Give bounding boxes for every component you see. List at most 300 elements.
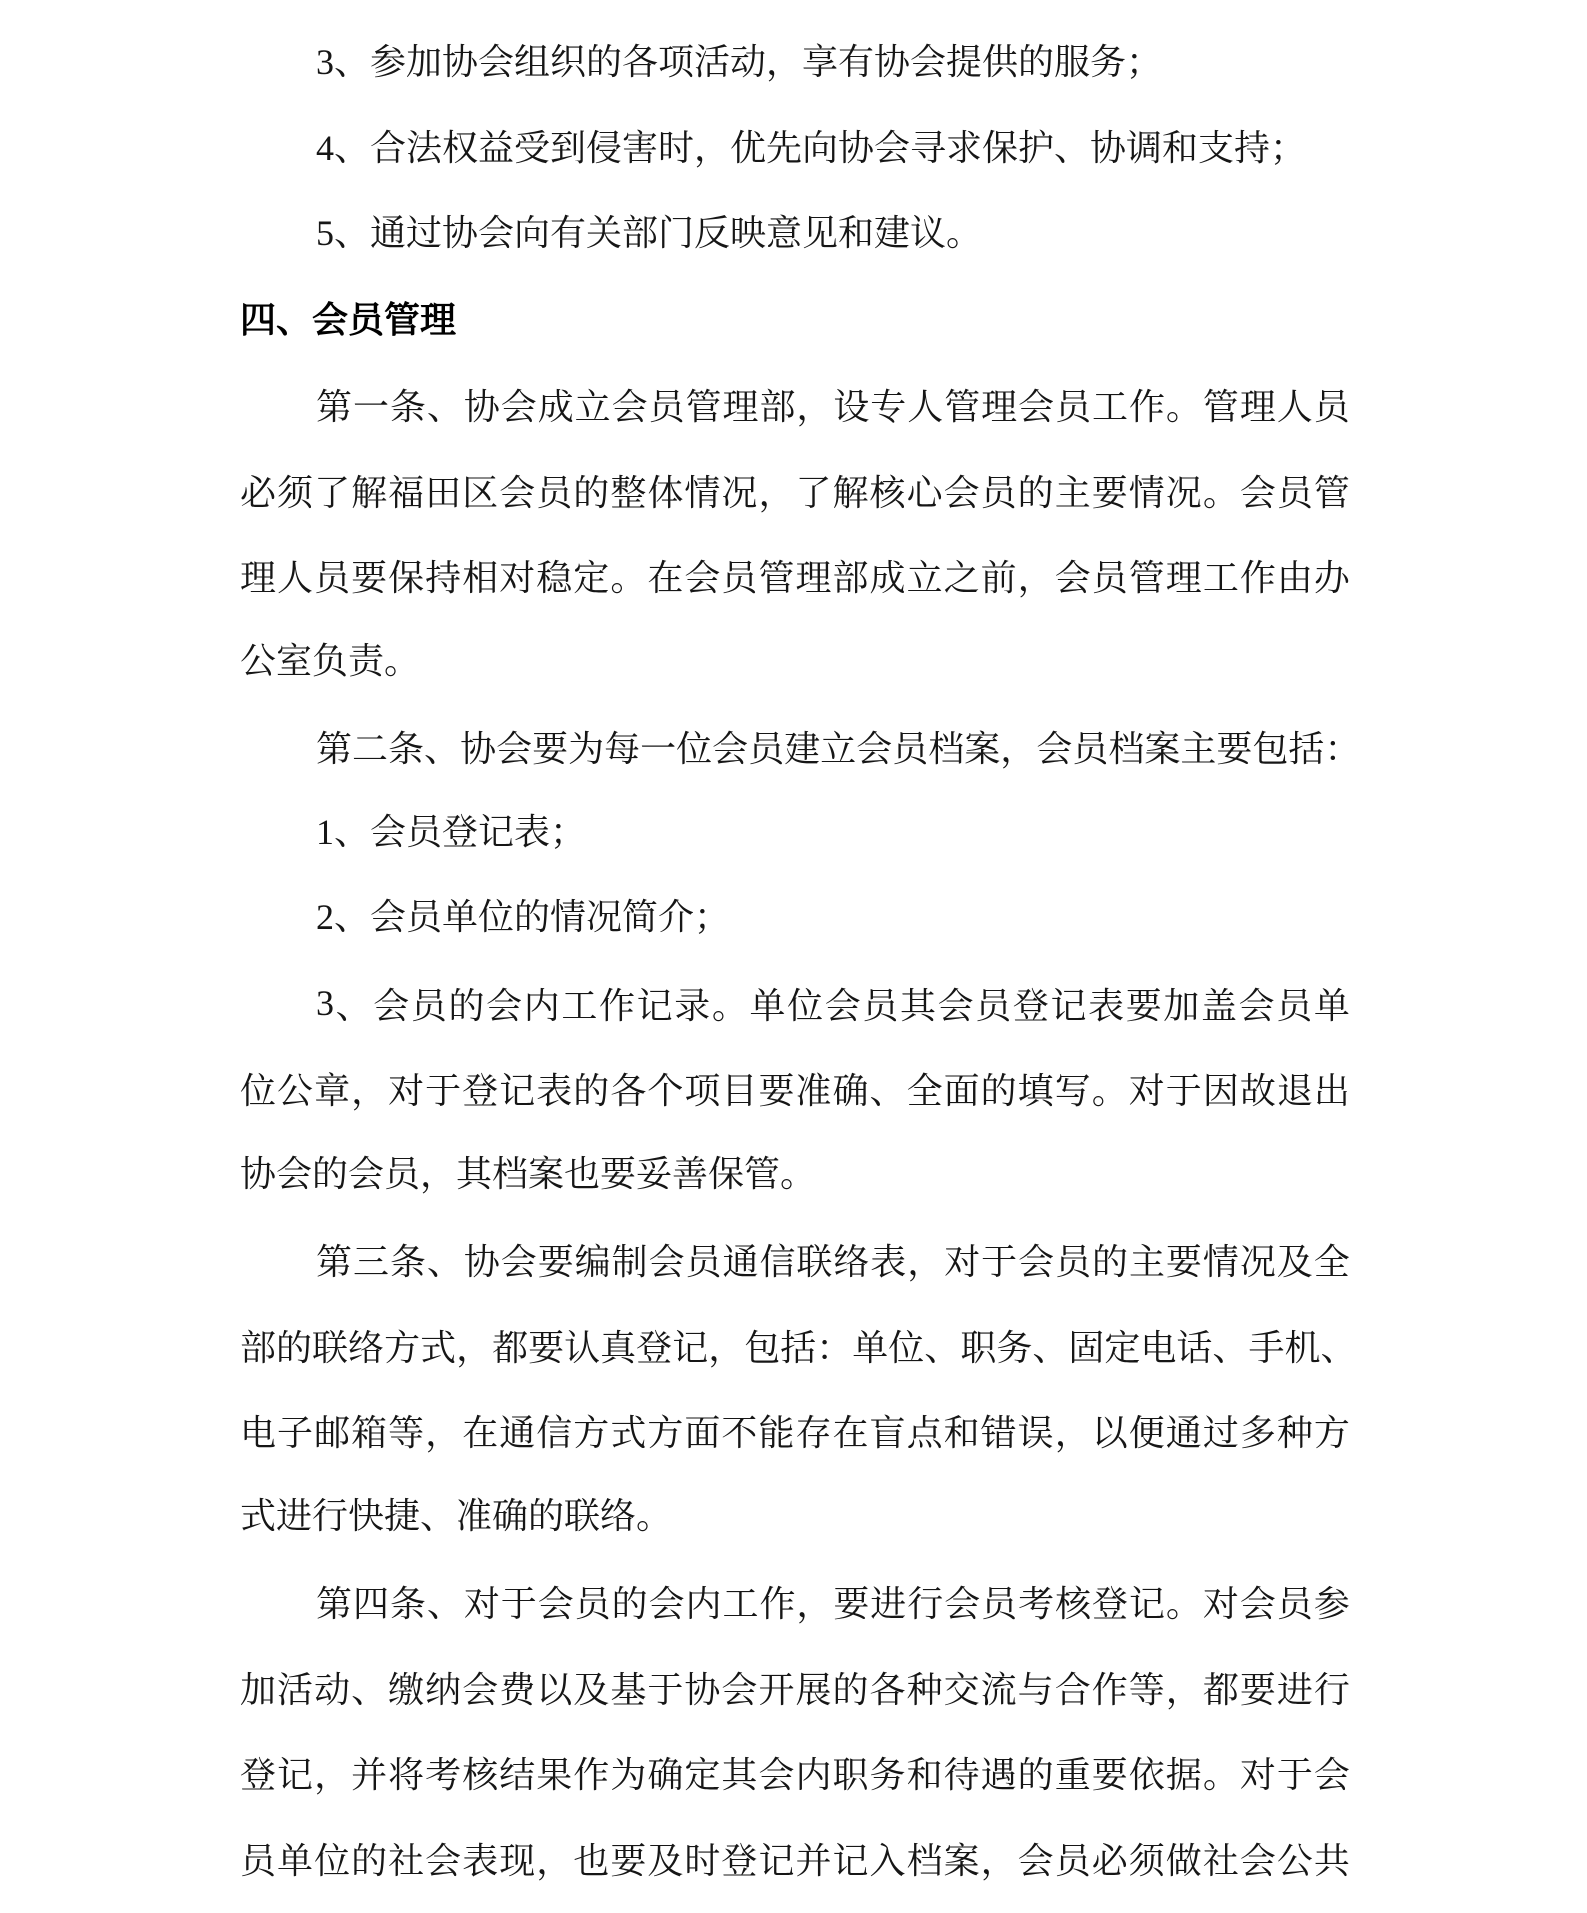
character-glyph: 会 bbox=[937, 985, 974, 1026]
character-glyph: 项 bbox=[684, 1071, 721, 1112]
character-glyph: 设 bbox=[833, 387, 870, 428]
character-glyph: 于 bbox=[1165, 1071, 1202, 1112]
character-glyph: 和 bbox=[906, 1755, 943, 1796]
character-glyph: 、 bbox=[869, 1071, 906, 1112]
character-glyph: 确 bbox=[832, 1071, 869, 1112]
character-glyph: ， bbox=[708, 1327, 745, 1368]
character-glyph: 定 bbox=[573, 558, 610, 599]
character-glyph: 、 bbox=[424, 729, 461, 770]
character-glyph: 员 bbox=[1276, 472, 1313, 513]
character-glyph: 理 bbox=[981, 387, 1018, 428]
character-glyph: 、 bbox=[335, 985, 372, 1026]
character-glyph: 种 bbox=[906, 1669, 943, 1710]
character-glyph: 心 bbox=[906, 472, 943, 513]
character-glyph: 员 bbox=[685, 1242, 722, 1283]
paragraph-line: 公室负责。 bbox=[240, 640, 421, 681]
character-glyph: 员 bbox=[862, 985, 899, 1026]
character-glyph: 的 bbox=[611, 1584, 648, 1625]
character-glyph: 作 bbox=[1239, 558, 1276, 599]
character-glyph: 会 bbox=[648, 1242, 685, 1283]
character-glyph: 编 bbox=[574, 1242, 611, 1283]
character-glyph: 内 bbox=[685, 1584, 722, 1625]
character-glyph: 包 bbox=[744, 1327, 781, 1368]
character-glyph: ， bbox=[456, 1327, 493, 1368]
character-glyph: 包 bbox=[1252, 729, 1289, 770]
character-glyph: 员 bbox=[1313, 387, 1350, 428]
character-glyph: 每 bbox=[604, 729, 641, 770]
paragraph-line bbox=[240, 1046, 1350, 1132]
character-glyph: 、 bbox=[426, 1242, 463, 1283]
character-glyph: 进 bbox=[870, 1584, 907, 1625]
character-glyph: 主 bbox=[1128, 1242, 1165, 1283]
character-glyph: 位 bbox=[676, 729, 713, 770]
character-glyph: ， bbox=[1165, 1669, 1202, 1710]
character-glyph: 情 bbox=[684, 472, 721, 513]
character-glyph: 。 bbox=[1202, 1755, 1239, 1796]
character-glyph: 位 bbox=[240, 1071, 277, 1112]
character-glyph: 会 bbox=[486, 985, 523, 1026]
character-glyph: 固 bbox=[1068, 1327, 1105, 1368]
character-glyph: 会 bbox=[1313, 1755, 1350, 1796]
character-glyph: 对 bbox=[1128, 1071, 1165, 1112]
paragraph-line: 协会的会员，其档案也要妥善保管。 bbox=[240, 1153, 817, 1194]
character-glyph: 、 bbox=[1212, 1327, 1249, 1368]
character-glyph: 作 bbox=[1091, 1669, 1128, 1710]
character-glyph: 面 bbox=[684, 1413, 721, 1454]
character-glyph: 必 bbox=[1091, 1840, 1128, 1881]
character-glyph: 会 bbox=[462, 1669, 499, 1710]
character-glyph: 记 bbox=[277, 1755, 314, 1796]
character-glyph: 工 bbox=[1092, 387, 1129, 428]
character-glyph: 邮 bbox=[314, 1413, 351, 1454]
character-glyph: 方 bbox=[384, 1327, 421, 1368]
character-glyph: 于 bbox=[425, 1071, 462, 1112]
character-glyph: 个 bbox=[647, 1071, 684, 1112]
character-glyph: 依 bbox=[1128, 1755, 1165, 1796]
character-glyph: 位 bbox=[888, 1327, 925, 1368]
character-glyph: 案 bbox=[1144, 729, 1181, 770]
character-glyph: 错 bbox=[980, 1413, 1017, 1454]
character-glyph: ， bbox=[758, 472, 795, 513]
character-glyph: 的 bbox=[351, 1840, 388, 1881]
character-glyph: 作 bbox=[759, 1584, 796, 1625]
character-glyph: 定 bbox=[684, 1755, 721, 1796]
character-glyph: 遇 bbox=[980, 1755, 1017, 1796]
character-glyph: ， bbox=[907, 1242, 944, 1283]
character-glyph: 展 bbox=[795, 1669, 832, 1710]
character-glyph: 果 bbox=[536, 1755, 573, 1796]
paragraph-line bbox=[240, 1816, 1350, 1902]
character-glyph: 会 bbox=[856, 729, 893, 770]
character-glyph: 内 bbox=[523, 985, 560, 1026]
character-glyph: 的 bbox=[980, 1071, 1017, 1112]
character-glyph: 要 bbox=[1125, 985, 1162, 1026]
character-glyph: 人 bbox=[1276, 387, 1313, 428]
character-glyph: 、 bbox=[351, 1669, 388, 1710]
character-glyph: 职 bbox=[832, 1755, 869, 1796]
character-glyph: 立 bbox=[906, 558, 943, 599]
character-glyph: 时 bbox=[684, 1840, 721, 1881]
character-glyph: 管 bbox=[758, 558, 795, 599]
character-glyph: 必 bbox=[240, 472, 277, 513]
character-glyph: 括 bbox=[780, 1327, 817, 1368]
character-glyph: 行 bbox=[1313, 1669, 1350, 1710]
character-glyph: 的 bbox=[1017, 1755, 1054, 1796]
character-glyph: 。 bbox=[1202, 472, 1239, 513]
character-glyph: 故 bbox=[1239, 1071, 1276, 1112]
character-glyph: 要 bbox=[351, 558, 388, 599]
character-glyph: 办 bbox=[1313, 558, 1350, 599]
character-glyph: 结 bbox=[499, 1755, 536, 1796]
character-glyph: 话 bbox=[1176, 1327, 1213, 1368]
character-glyph: 盖 bbox=[1200, 985, 1237, 1026]
character-glyph: 误 bbox=[1017, 1413, 1054, 1454]
list-item-line: 2、会员单位的情况简介； bbox=[316, 897, 731, 937]
character-glyph: 会 bbox=[648, 1584, 685, 1625]
character-glyph: 档 bbox=[928, 729, 965, 770]
character-glyph: 部 bbox=[240, 1327, 277, 1368]
character-glyph: 要 bbox=[833, 1584, 870, 1625]
character-glyph: 公 bbox=[277, 1071, 314, 1112]
character-glyph: 条 bbox=[389, 387, 426, 428]
character-glyph: 在 bbox=[647, 558, 684, 599]
character-glyph: 工 bbox=[1202, 558, 1239, 599]
character-glyph: 登 bbox=[462, 1071, 499, 1112]
character-glyph: ： bbox=[1324, 729, 1361, 770]
character-glyph: 内 bbox=[795, 1755, 832, 1796]
character-glyph: 工 bbox=[561, 985, 598, 1026]
character-glyph: 理 bbox=[722, 387, 759, 428]
character-glyph: 及 bbox=[647, 1840, 684, 1881]
character-glyph: 登 bbox=[1092, 1584, 1129, 1625]
character-glyph: 核 bbox=[462, 1755, 499, 1796]
character-glyph: 第 bbox=[316, 1242, 353, 1283]
paragraph-line bbox=[240, 1730, 1350, 1816]
character-glyph: 会 bbox=[1018, 1242, 1055, 1283]
character-glyph: ： bbox=[816, 1327, 853, 1368]
list-item-line: 1、会员登记表； bbox=[316, 811, 587, 852]
character-glyph: 机 bbox=[1284, 1327, 1321, 1368]
character-glyph: 会 bbox=[496, 729, 533, 770]
character-glyph: 会 bbox=[824, 985, 861, 1026]
character-glyph: 联 bbox=[796, 1242, 833, 1283]
character-glyph: 工 bbox=[722, 1584, 759, 1625]
character-glyph: 。 bbox=[1091, 1071, 1128, 1112]
character-glyph: 案 bbox=[943, 1840, 980, 1881]
character-glyph: 填 bbox=[1017, 1071, 1054, 1112]
character-glyph: 。 bbox=[1165, 387, 1202, 428]
character-glyph: 于 bbox=[647, 1669, 684, 1710]
character-glyph: 种 bbox=[1276, 1413, 1313, 1454]
character-glyph: 况 bbox=[721, 472, 758, 513]
character-glyph: 存 bbox=[795, 1413, 832, 1454]
character-glyph: 要 bbox=[528, 1327, 565, 1368]
character-glyph: 、 bbox=[924, 1327, 961, 1368]
character-glyph: 员 bbox=[1055, 1242, 1092, 1283]
character-glyph: 目 bbox=[721, 1071, 758, 1112]
character-glyph: 合 bbox=[1054, 1669, 1091, 1710]
character-glyph: 要 bbox=[1239, 1669, 1276, 1710]
character-glyph: 。 bbox=[711, 985, 748, 1026]
character-glyph: 员 bbox=[1091, 558, 1128, 599]
character-glyph: 员 bbox=[892, 729, 929, 770]
character-glyph: 记 bbox=[499, 1071, 536, 1112]
paragraph-line bbox=[240, 704, 1361, 790]
character-glyph: 员 bbox=[1055, 387, 1092, 428]
character-glyph: 加 bbox=[1163, 985, 1200, 1026]
character-glyph: 加 bbox=[240, 1669, 277, 1710]
paragraph-line bbox=[240, 1559, 1350, 1645]
character-glyph: 记 bbox=[758, 1840, 795, 1881]
character-glyph: 都 bbox=[492, 1327, 529, 1368]
character-glyph: 要 bbox=[1216, 729, 1253, 770]
character-glyph: 。 bbox=[610, 558, 647, 599]
character-glyph: 等 bbox=[1128, 1669, 1165, 1710]
character-glyph: ， bbox=[796, 1584, 833, 1625]
character-glyph: 员 bbox=[748, 729, 785, 770]
character-glyph: 会 bbox=[611, 387, 648, 428]
character-glyph: 员 bbox=[975, 985, 1012, 1026]
character-glyph: 单 bbox=[277, 1840, 314, 1881]
character-glyph: 会 bbox=[1239, 472, 1276, 513]
character-glyph: 会 bbox=[1036, 729, 1073, 770]
character-glyph: 表 bbox=[870, 1242, 907, 1283]
character-glyph: 要 bbox=[537, 1242, 574, 1283]
character-glyph: 的 bbox=[448, 985, 485, 1026]
character-glyph: 各 bbox=[869, 1669, 906, 1710]
character-glyph: 方 bbox=[573, 1413, 610, 1454]
character-glyph: 记 bbox=[1050, 985, 1087, 1026]
character-glyph: 会 bbox=[944, 1584, 981, 1625]
paragraph-line: 式进行快捷、准确的联络。 bbox=[240, 1495, 673, 1536]
character-glyph: 与 bbox=[1017, 1669, 1054, 1710]
character-glyph: 职 bbox=[960, 1327, 997, 1368]
character-glyph: 过 bbox=[1202, 1413, 1239, 1454]
character-glyph: 会 bbox=[1054, 558, 1091, 599]
character-glyph: 员 bbox=[1054, 1840, 1091, 1881]
character-glyph: 纳 bbox=[425, 1669, 462, 1710]
character-glyph: 会 bbox=[537, 1584, 574, 1625]
character-glyph: 交 bbox=[943, 1669, 980, 1710]
character-glyph: 一 bbox=[352, 387, 389, 428]
character-glyph: 社 bbox=[388, 1840, 425, 1881]
character-glyph: 理 bbox=[1239, 387, 1276, 428]
character-glyph: 因 bbox=[1202, 1071, 1239, 1112]
character-glyph: 管 bbox=[944, 387, 981, 428]
character-glyph: 会 bbox=[1018, 387, 1055, 428]
character-glyph: 协 bbox=[684, 1669, 721, 1710]
character-glyph: 单 bbox=[1313, 985, 1350, 1026]
character-glyph: 流 bbox=[980, 1669, 1017, 1710]
character-glyph: 登 bbox=[240, 1755, 277, 1796]
paragraph-line bbox=[240, 533, 1350, 619]
character-glyph: 对 bbox=[499, 558, 536, 599]
character-glyph: 档 bbox=[1108, 729, 1145, 770]
character-glyph: 考 bbox=[1018, 1584, 1055, 1625]
character-glyph: 会 bbox=[500, 1242, 537, 1283]
character-glyph: 全 bbox=[906, 1071, 943, 1112]
character-glyph: 的 bbox=[1017, 472, 1054, 513]
character-glyph: 。 bbox=[1165, 1584, 1202, 1625]
character-glyph: 和 bbox=[943, 1413, 980, 1454]
paragraph-line bbox=[240, 448, 1350, 534]
character-glyph: 费 bbox=[499, 1669, 536, 1710]
character-glyph: 子 bbox=[277, 1413, 314, 1454]
paragraph-line bbox=[240, 1303, 1357, 1389]
character-glyph: 点 bbox=[906, 1413, 943, 1454]
character-glyph: 现 bbox=[499, 1840, 536, 1881]
character-glyph: 登 bbox=[636, 1327, 673, 1368]
character-glyph: 管 bbox=[1202, 387, 1239, 428]
character-glyph: 单 bbox=[852, 1327, 889, 1368]
character-glyph: 员 bbox=[1276, 985, 1313, 1026]
character-glyph: 主 bbox=[1180, 729, 1217, 770]
character-glyph: 员 bbox=[314, 558, 351, 599]
character-glyph: 表 bbox=[462, 1840, 499, 1881]
character-glyph: 括 bbox=[1288, 729, 1325, 770]
text-lines bbox=[240, 20, 1361, 1901]
character-glyph: 核 bbox=[1055, 1584, 1092, 1625]
character-glyph: 记 bbox=[636, 985, 673, 1026]
character-glyph: 活 bbox=[277, 1669, 314, 1710]
character-glyph: 面 bbox=[943, 1071, 980, 1112]
character-glyph: 会 bbox=[758, 1755, 795, 1796]
character-glyph: 理 bbox=[240, 558, 277, 599]
character-glyph: 、 bbox=[1032, 1327, 1069, 1368]
character-glyph: 条 bbox=[389, 1584, 426, 1625]
character-glyph: 解 bbox=[351, 472, 388, 513]
character-glyph: 确 bbox=[647, 1755, 684, 1796]
character-glyph: 要 bbox=[758, 1071, 795, 1112]
character-glyph: 福 bbox=[388, 472, 425, 513]
character-glyph: 表 bbox=[1088, 985, 1125, 1026]
section-heading: 四、会员管理 bbox=[240, 298, 457, 340]
character-glyph: 的 bbox=[573, 1071, 610, 1112]
character-glyph: 会 bbox=[1238, 985, 1275, 1026]
character-glyph: 会 bbox=[500, 387, 537, 428]
character-glyph: ， bbox=[980, 1840, 1017, 1881]
character-glyph: 前 bbox=[980, 558, 1017, 599]
character-glyph: 单 bbox=[749, 985, 786, 1026]
character-glyph: 协 bbox=[463, 1242, 500, 1283]
character-glyph: 不 bbox=[721, 1413, 758, 1454]
character-glyph: 档 bbox=[906, 1840, 943, 1881]
character-glyph: 由 bbox=[1276, 558, 1313, 599]
character-glyph: 持 bbox=[425, 558, 462, 599]
character-glyph: 务 bbox=[996, 1327, 1033, 1368]
character-glyph: 会 bbox=[1239, 1840, 1276, 1881]
character-glyph: 对 bbox=[944, 1242, 981, 1283]
character-glyph: 对 bbox=[1202, 1584, 1239, 1625]
character-glyph: 况 bbox=[1239, 1242, 1276, 1283]
character-glyph: 对 bbox=[463, 1584, 500, 1625]
character-glyph: ， bbox=[796, 387, 833, 428]
character-glyph: 电 bbox=[1140, 1327, 1177, 1368]
character-glyph: 通 bbox=[1165, 1413, 1202, 1454]
character-glyph: 各 bbox=[610, 1071, 647, 1112]
character-glyph: 式 bbox=[610, 1413, 647, 1454]
character-glyph: 社 bbox=[1202, 1840, 1239, 1881]
character-glyph: 员 bbox=[648, 387, 685, 428]
character-glyph: 管 bbox=[685, 387, 722, 428]
character-glyph: 部 bbox=[759, 387, 796, 428]
character-glyph: 表 bbox=[536, 1071, 573, 1112]
character-glyph: 作 bbox=[598, 985, 635, 1026]
character-glyph: 、 bbox=[1320, 1327, 1357, 1368]
list-item-line: 5、通过协会向有关部门反映意见和建议。 bbox=[316, 213, 983, 253]
character-glyph: 会 bbox=[425, 1840, 462, 1881]
character-glyph: 写 bbox=[1054, 1071, 1091, 1112]
character-glyph: 盲 bbox=[869, 1413, 906, 1454]
character-glyph: 真 bbox=[600, 1327, 637, 1368]
paragraph-line bbox=[240, 1388, 1350, 1474]
character-glyph: 信 bbox=[536, 1413, 573, 1454]
character-glyph: 第 bbox=[316, 729, 353, 770]
character-glyph: 第 bbox=[316, 387, 353, 428]
character-glyph: 位 bbox=[314, 1840, 351, 1881]
character-glyph: 员 bbox=[240, 1840, 277, 1881]
character-glyph: ， bbox=[1017, 558, 1054, 599]
character-glyph: 人 bbox=[277, 558, 314, 599]
character-glyph: 方 bbox=[1313, 1413, 1350, 1454]
character-glyph: 全 bbox=[1313, 1242, 1350, 1283]
character-glyph: 登 bbox=[1012, 985, 1049, 1026]
character-glyph: 要 bbox=[1165, 1242, 1202, 1283]
character-glyph: 多 bbox=[1239, 1413, 1276, 1454]
character-glyph: 共 bbox=[1313, 1840, 1350, 1881]
character-glyph: 会 bbox=[1239, 1584, 1276, 1625]
character-glyph: 考 bbox=[425, 1755, 462, 1796]
character-glyph: 员 bbox=[574, 1584, 611, 1625]
character-glyph: 制 bbox=[611, 1242, 648, 1283]
character-glyph: 三 bbox=[352, 1242, 389, 1283]
character-glyph: 况 bbox=[1165, 472, 1202, 513]
character-glyph: 及 bbox=[1276, 1242, 1313, 1283]
character-glyph: 记 bbox=[1128, 1584, 1165, 1625]
character-glyph: 对 bbox=[388, 1071, 425, 1112]
character-glyph: 通 bbox=[722, 1242, 759, 1283]
character-glyph: 电 bbox=[240, 1413, 277, 1454]
character-glyph: 会 bbox=[1017, 1840, 1054, 1881]
character-glyph: 管 bbox=[1128, 558, 1165, 599]
character-glyph: 动 bbox=[314, 1669, 351, 1710]
character-glyph: 箱 bbox=[351, 1413, 388, 1454]
list-item-line: 4、合法权益受到侵害时，优先向协会寻求保护、协调和支持； bbox=[316, 127, 1307, 168]
character-glyph: 理 bbox=[1165, 558, 1202, 599]
character-glyph: 并 bbox=[351, 1755, 388, 1796]
character-glyph: 都 bbox=[1202, 1669, 1239, 1710]
character-glyph: 对 bbox=[1239, 1755, 1276, 1796]
character-glyph: 核 bbox=[869, 472, 906, 513]
character-glyph: 专 bbox=[870, 387, 907, 428]
character-glyph: 员 bbox=[721, 558, 758, 599]
character-glyph: 基 bbox=[610, 1669, 647, 1710]
character-glyph: 务 bbox=[869, 1755, 906, 1796]
character-glyph: 方 bbox=[647, 1413, 684, 1454]
character-glyph: 员 bbox=[1072, 729, 1109, 770]
character-glyph: 员 bbox=[536, 472, 573, 513]
character-glyph: 的 bbox=[276, 1327, 313, 1368]
character-glyph: 整 bbox=[610, 472, 647, 513]
character-glyph: 能 bbox=[758, 1413, 795, 1454]
character-glyph: 为 bbox=[610, 1755, 647, 1796]
character-glyph: 通 bbox=[499, 1413, 536, 1454]
character-glyph: 参 bbox=[1313, 1584, 1350, 1625]
character-glyph: 登 bbox=[721, 1840, 758, 1881]
character-glyph: 成 bbox=[869, 558, 906, 599]
character-glyph: 理 bbox=[795, 558, 832, 599]
character-glyph: 退 bbox=[1276, 1071, 1313, 1112]
